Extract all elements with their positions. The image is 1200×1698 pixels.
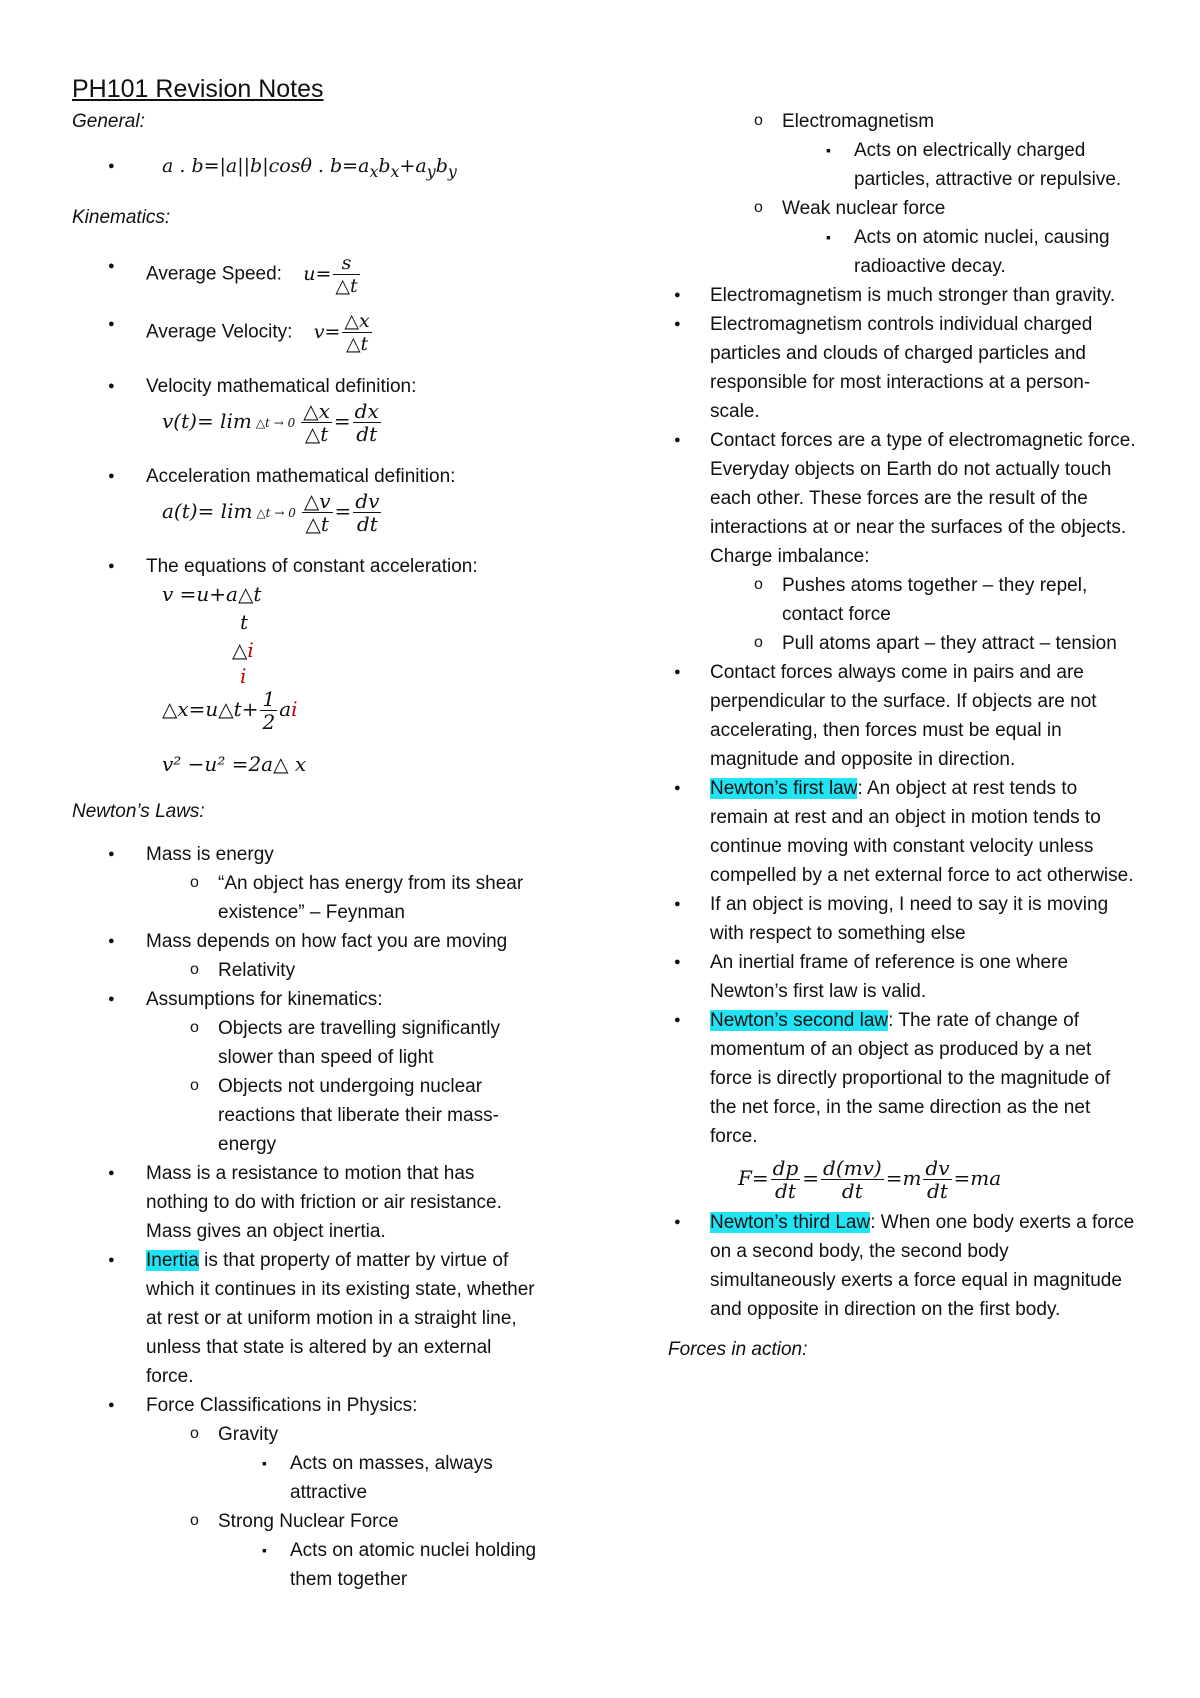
list-item: ▪ Acts on atomic nuclei holding them together xyxy=(72,1536,542,1594)
newton-second-law-highlight: Newton’s second law xyxy=(710,1010,889,1031)
avg-velocity-label: Average Velocity: xyxy=(146,321,293,343)
inertia-definition xyxy=(72,1246,542,1391)
const-accel-eq3: △x=u△t+ $\frac{1}{2}$ ai xyxy=(162,687,298,734)
const-accel-eq2-i: i xyxy=(240,664,247,688)
list-item: ▪ Acts on masses, always attractive xyxy=(72,1449,542,1507)
list-item: o Pushes atoms together – they repel, contact force xyxy=(668,571,1138,629)
list-item: ● Electromagnetism is much stronger than gravity. xyxy=(668,281,1138,310)
newton-third-law-highlight: Newton’s third Law xyxy=(710,1212,871,1233)
list-item: ● An inertial frame of reference is one where Newton’s first law is valid. xyxy=(668,948,1138,1006)
list-item: ● Electromagnetism controls individual charged particles and clouds of charged particles and responsible for most interactions at a person-scale. xyxy=(668,310,1138,426)
avg-velocity-formula: v= $\frac{\triangle x}{\triangle t}$ xyxy=(313,310,370,355)
section-forces-in-action: Forces in action: xyxy=(668,1339,808,1360)
list-item: ● Contact forces always come in pairs and are perpendicular to the surface. If objects are not accelerating, then forces must be equal in magnitude and opposite in direction. xyxy=(668,658,1138,774)
avg-speed-item xyxy=(72,252,592,297)
const-accel-eq4: v² −u² =2a△ x xyxy=(162,752,307,776)
newton-first-law-highlight: Newton’s first law xyxy=(710,778,858,799)
list-item: ▪ Acts on electrically charged particles, attractive or repulsive. xyxy=(668,136,1138,194)
list-item: o “An object has energy from its shear existence” – Feynman xyxy=(72,869,542,927)
general-formula-item xyxy=(72,152,592,186)
avg-speed-label: Average Speed: xyxy=(146,263,282,285)
accel-def-label: ● Acceleration mathematical definition: xyxy=(72,462,592,491)
avg-velocity-item xyxy=(72,310,592,355)
list-item: ▪ Acts on atomic nuclei, causing radioactive decay. xyxy=(668,223,1138,281)
dot-product-formula: a . b=|a||b|cosθ . $b=a_xb_x+a_yb_y$ xyxy=(162,155,457,181)
list-item: ● Mass is energy xyxy=(72,840,542,869)
page-title: PH101 Revision Notes xyxy=(72,75,324,103)
list-item: ● Assumptions for kinematics: xyxy=(72,985,542,1014)
newton-third-law-text: : When one body exerts a force on a second body, the second body simultaneously exerts a force equal in magnitude and opposite in direction on the first body. xyxy=(710,1212,1135,1320)
force-formula: F= $\frac{dp}{dt}$ = $\frac{d(mv)}{dt}$ =m $\frac{dv}{dt}$ =ma xyxy=(738,1156,1002,1203)
list-item: ● Force Classifications in Physics: xyxy=(72,1391,542,1420)
const-accel-item xyxy=(72,552,592,581)
list-item: ● If an object is moving, I need to say it is moving with respect to something else xyxy=(668,890,1138,948)
inertia-definition-highlight: Inertia xyxy=(146,1250,199,1271)
list-item: o Weak nuclear force xyxy=(668,194,1138,223)
velocity-def-formula: v(t)= lim △t → 0 $\frac{\triangle x}{\triangle t}$ = $\frac{dx}{dt}$ xyxy=(162,399,379,446)
newton-first-law xyxy=(668,774,1138,890)
list-item: o Relativity xyxy=(72,956,542,985)
list-item: o Pull atoms apart – they attract – tension xyxy=(668,629,1138,658)
section-newtons-laws: Newton’s Laws: xyxy=(72,801,205,822)
avg-speed-formula: u= $\frac{s}{\triangle t}$ xyxy=(303,252,358,297)
force-notes-list xyxy=(668,107,1138,1364)
const-accel-eq2-t: t xyxy=(240,610,249,634)
newton-second-law xyxy=(668,1006,1138,1151)
list-item: ● Contact forces are a type of electromagnetic force. Everyday objects on Earth do not actually touch each other. These forces are the result of the interactions at or near the surfaces of the objects. Charge imbalance: xyxy=(668,426,1138,571)
list-item: ● Mass depends on how fact you are moving xyxy=(72,927,542,956)
list-item: ● Mass is a resistance to motion that has nothing to do with friction or air resistance. Mass gives an object inertia. xyxy=(72,1159,542,1246)
list-item: o Objects are travelling significantly slower than speed of light xyxy=(72,1014,542,1072)
newton-laws-list xyxy=(72,840,542,1594)
newton-second-law-text: : The rate of change of momentum of an object as produced by a net force is directly proportional to the magnitude of the net force, in the same direction as the net force. xyxy=(710,1010,1111,1147)
const-accel-eq1: v =u+a△t xyxy=(162,582,262,606)
accel-def-formula: a(t)= lim △t → 0 $\frac{\triangle v}{\triangle t}$ = $\frac{dv}{dt}$ xyxy=(162,489,380,536)
newton-third-law xyxy=(668,1208,1138,1324)
list-item: o Gravity xyxy=(72,1420,542,1449)
list-item: o Electromagnetism xyxy=(668,107,1138,136)
section-kinematics: Kinematics: xyxy=(72,207,171,228)
velocity-def-item xyxy=(72,372,592,401)
const-accel-eq2-delta: △i xyxy=(232,638,254,662)
list-item: o Strong Nuclear Force xyxy=(72,1507,542,1536)
newton-first-law-text: : An object at rest tends to remain at rest and an object in motion tends to continue moving with constant velocity unless compelled by a net external force to act otherwise. xyxy=(710,778,1134,886)
section-general: General: xyxy=(72,111,145,132)
inertia-definition-text: is that property of matter by virtue of which it continues in its existing state, whether at rest or at uniform motion in a straight line, unless that state is altered by an external force. xyxy=(146,1250,535,1387)
list-item: o Objects not undergoing nuclear reactions that liberate their mass-energy xyxy=(72,1072,542,1159)
velocity-def-label: ● Velocity mathematical definition: xyxy=(72,372,592,401)
accel-def-item xyxy=(72,462,592,491)
const-accel-label: ● The equations of constant acceleration: xyxy=(72,552,592,581)
